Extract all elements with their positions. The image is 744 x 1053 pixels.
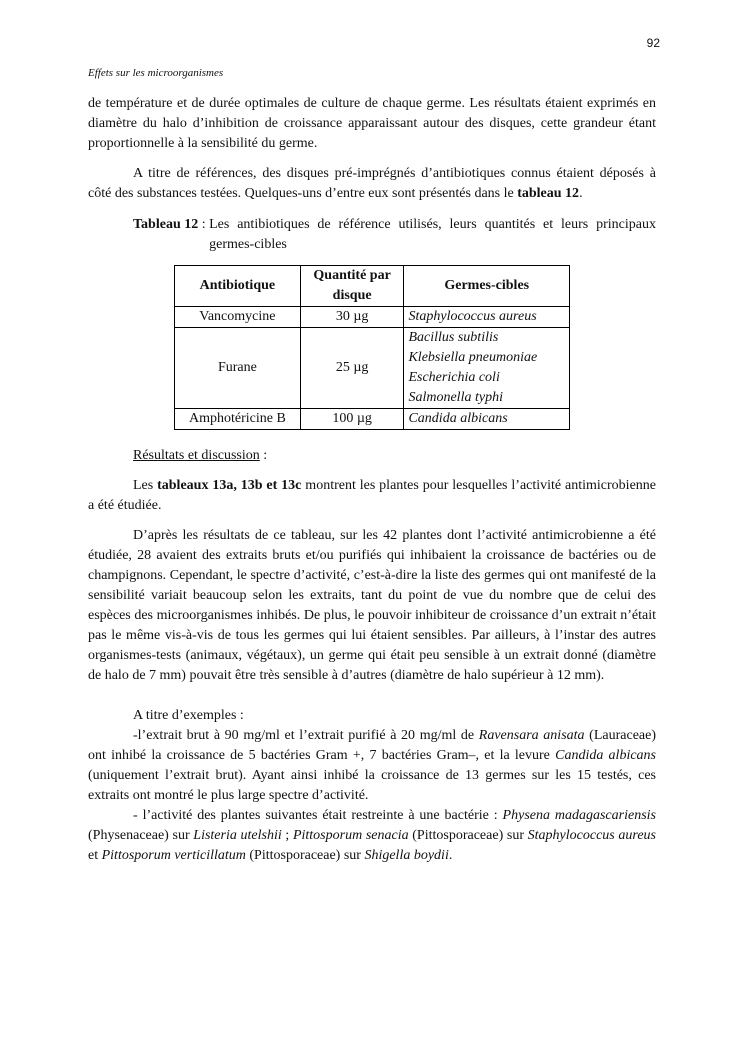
table-row	[175, 307, 570, 328]
species-name: Pittosporum senacia	[292, 828, 409, 843]
target-germ: Escherichia coli	[408, 370, 500, 385]
targets-cell	[404, 409, 570, 430]
species-name: Staphylococcus aureus	[527, 828, 657, 843]
paragraph-analysis: D’après les résultats de ce tableau, sur les 42 plantes dont l’activité antimicrobienne a été étudiée, 28 avaient des extraits bruts et/ou purifiés qui inhibaient la croissance de bactéries ou de champignons. Cependant, le spectre d’activité, c’est-à-dire la liste des germes qui ont manifesté de la sensibilité variait beaucoup selon les extraits, tant du point de vue du nombre que de celui des espèces des microorganismes inhibés. De plus, le pouvoir inhibiteur de croissance d’un extrait n’était pas le même vis-à-vis de tous les germes qui lui étaient sensibles. Par ailleurs, à l’instar des autres organismes-tests (animaux, végétaux), un germe qui était peu sensible à un extrait donné (diamètre de halo de 7 mm) pouvait être très sensible à d’autres (diamètre de halo supérieur à 12 mm).	[88, 528, 656, 683]
antibiotic-cell: Furane	[175, 328, 301, 409]
page-body	[88, 94, 656, 866]
targets-cell	[404, 328, 570, 409]
col-header-targets: Germes-cibles	[404, 266, 570, 307]
antibiotics-table	[174, 265, 570, 430]
text-run: (Lauraceae) ont inhibé la croissance de 5 bactéries Gram +, 7 bactéries Gram–, et la levure	[88, 728, 656, 763]
table-row	[175, 409, 570, 430]
paragraph-tables	[88, 476, 656, 516]
target-germ: Candida albicans	[408, 411, 508, 426]
example-restricted	[88, 806, 656, 866]
target-germ: Bacillus subtilis	[408, 330, 499, 345]
species-name: Shigella boydii	[364, 848, 449, 863]
species-name: Listeria utelshii	[193, 828, 282, 843]
examples-intro: A titre d’exemples :	[133, 708, 244, 723]
example-ravensara	[88, 726, 656, 806]
target-germ: Staphylococcus aureus	[408, 309, 537, 324]
results-heading-colon: :	[259, 448, 268, 463]
text-run: -l’extrait brut à 90 mg/ml et l’extrait purifié à 20 mg/ml de	[133, 728, 479, 743]
text-run: (Pittosporaceae) sur	[245, 848, 365, 863]
caption-label: Tableau 12	[133, 217, 199, 232]
paragraph-text: A titre de références, des disques pré-imprégnés d’antibiotiques connus étaient déposés à côté des substances testées. Quelques-uns d’entre eux sont présentés dans le	[88, 166, 656, 201]
species-name: Physena madagascariensis	[502, 808, 656, 823]
paragraph-references	[88, 164, 656, 204]
caption-separator: :	[198, 217, 210, 232]
table-reference: tableau 12	[517, 186, 580, 201]
quantity-cell: 100 µg	[300, 409, 404, 430]
text-run: (Physenaceae) sur	[88, 828, 194, 843]
quantity-cell: 30 µg	[300, 307, 404, 328]
paragraph-continued: de température et de durée optimales de culture de chaque germe. Les résultats étaient exprimés en diamètre du halo d’inhibition de croissance apparaissant autour des disques, cette grandeur étant proportionnelle à la sensibilité du germe.	[88, 96, 656, 151]
table-caption	[133, 215, 656, 255]
species-name: Ravensara anisata	[478, 728, 585, 743]
text-run: ;	[281, 828, 293, 843]
text-run: et	[88, 848, 102, 863]
antibiotic-cell: Amphotéricine B	[175, 409, 301, 430]
targets-cell	[404, 307, 570, 328]
text-run: - l’activité des plantes suivantes était restreinte à une bactérie :	[133, 808, 503, 823]
caption-text: Les antibiotiques de référence utilisés, leurs quantités et leurs principaux germes-cibles	[209, 217, 656, 252]
page-number: 92	[646, 36, 660, 50]
target-germ: Klebsiella pneumoniae	[408, 350, 538, 365]
text-run: .	[448, 848, 453, 863]
target-germ: Salmonella typhi	[408, 390, 503, 405]
text-run: montrent les plantes pour lesquelles l’activité antimicrobienne a été étudiée.	[88, 478, 656, 513]
punctuation: .	[579, 186, 583, 201]
results-heading-text: Résultats et discussion	[133, 448, 260, 463]
table-header-row	[175, 266, 570, 307]
text-run: (Pittosporaceae) sur	[408, 828, 528, 843]
antibiotic-cell: Vancomycine	[175, 307, 301, 328]
tables-reference: tableaux 13a, 13b et 13c	[157, 478, 302, 493]
running-header: Effets sur les microorganismes	[88, 67, 224, 79]
results-heading	[133, 446, 656, 466]
species-name: Pittosporum verticillatum	[101, 848, 246, 863]
text-run: (uniquement l’extrait brut). Ayant ainsi inhibé la croissance de 13 germes sur les 15 testés, ces extraits ont montré le plus large spectre d’activité.	[88, 768, 656, 803]
col-header-quantity: Quantité par disque	[300, 266, 404, 307]
text-run: Les	[133, 478, 158, 493]
quantity-cell: 25 µg	[300, 328, 404, 409]
species-name: Candida albicans	[555, 748, 656, 763]
table-row	[175, 328, 570, 409]
col-header-antibiotic: Antibiotique	[175, 266, 301, 307]
caption-label-group	[133, 215, 209, 255]
